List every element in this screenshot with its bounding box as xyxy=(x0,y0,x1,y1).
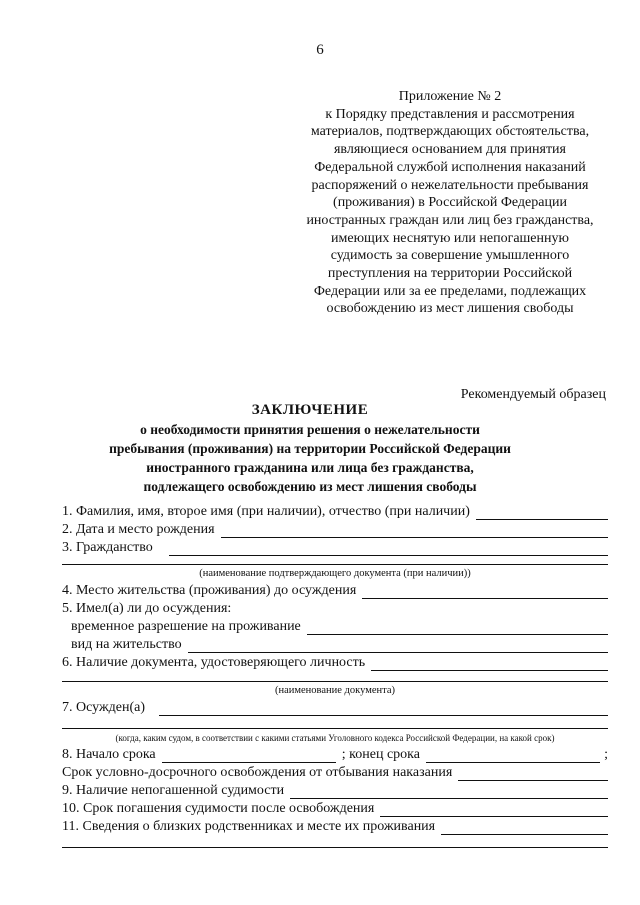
field-identity-document xyxy=(62,653,608,671)
appendix-line: Федерации или за ее пределами, подлежащих xyxy=(313,283,587,299)
field-label: 4. Место жительства (проживания) до осуждения xyxy=(62,583,357,598)
heading-line: иностранного гражданина или лица без гражданства, xyxy=(146,460,474,475)
field-term xyxy=(62,745,608,763)
field-prior-permits xyxy=(62,599,608,617)
field-label: 11. Сведения о близких родственниках и месте их проживания xyxy=(62,819,436,834)
heading-line: о необходимости принятия решения о нежелательности xyxy=(140,422,480,437)
caption-court: (когда, каким судом, в соответствии с какими статьями Уголовного кодекса Российской Федерации, на какой срок) xyxy=(115,733,555,743)
document-title: ЗАКЛЮЧЕНИЕ xyxy=(251,402,369,418)
appendix-line: преступления на территории Российской xyxy=(327,266,573,282)
field-full-name xyxy=(62,502,608,520)
relatives-line[interactable] xyxy=(441,821,608,835)
field-residence-permit xyxy=(62,635,608,653)
field-label: 1. Фамилия, имя, второе имя (при наличии), отчество (при наличии) xyxy=(62,504,470,519)
caption-confirming-document: (наименование подтверждающего документа (при наличии)) xyxy=(199,568,471,579)
field-parole xyxy=(62,763,608,781)
relatives-continuation-line[interactable] xyxy=(62,835,608,848)
appendix-line: распоряжений о нежелательности пребывания xyxy=(311,177,589,193)
term-start-line[interactable] xyxy=(162,749,336,763)
field-convicted xyxy=(62,698,608,716)
field-label: 3. Гражданство xyxy=(62,540,153,555)
field-label: Срок условно-досрочного освобождения от отбывания наказания xyxy=(62,765,453,780)
convicted-continuation-line[interactable] xyxy=(62,716,608,729)
citizenship-continuation-line[interactable] xyxy=(62,556,608,565)
full-name-line[interactable] xyxy=(476,506,608,520)
field-citizenship xyxy=(62,538,608,556)
field-punctuation: ; xyxy=(604,747,608,762)
term-end-line[interactable] xyxy=(426,749,600,763)
identity-document-continuation-line[interactable] xyxy=(62,671,608,682)
record-expiry-line[interactable] xyxy=(380,803,608,817)
residence-permit-line[interactable] xyxy=(188,639,608,653)
heading-line: подлежащего освобождению из мест лишения свободы xyxy=(143,479,477,494)
field-label: 5. Имел(а) ли до осуждения: xyxy=(62,601,232,616)
residence-line[interactable] xyxy=(362,585,608,599)
convicted-line[interactable] xyxy=(159,702,608,716)
appendix-line: материалов, подтверждающих обстоятельства, xyxy=(310,124,590,140)
recommended-sample-label: Рекомендуемый образец xyxy=(460,387,606,402)
field-residence xyxy=(62,581,608,599)
unexpunged-record-line[interactable] xyxy=(290,785,608,799)
field-relatives xyxy=(62,817,608,835)
appendix-line: к Порядку представления и рассмотрения xyxy=(325,106,575,122)
field-label: 2. Дата и место рождения xyxy=(62,522,215,537)
field-label: 6. Наличие документа, удостоверяющего личность xyxy=(62,655,366,670)
identity-document-line[interactable] xyxy=(371,657,608,671)
field-birth xyxy=(62,520,608,538)
heading-line: пребывания (проживания) на территории Российской Федерации xyxy=(109,441,511,456)
field-label: вид на жительство xyxy=(71,637,182,652)
field-temporary-permit xyxy=(62,617,608,635)
appendix-line: иностранных граждан или лиц без гражданства, xyxy=(306,212,594,228)
field-label: 8. Начало срока xyxy=(62,747,156,762)
appendix-line: являющиеся основанием для принятия xyxy=(333,142,566,158)
conclusion-form xyxy=(62,502,608,848)
field-record-expiry xyxy=(62,799,608,817)
field-label: временное разрешение на проживание xyxy=(71,619,301,634)
appendix-line: имеющих неснятую или непогашенную xyxy=(331,230,569,246)
appendix-line: Федеральной службой исполнения наказаний xyxy=(314,159,586,175)
appendix-line: освобождению из мест лишения свободы xyxy=(326,301,574,317)
temporary-permit-line[interactable] xyxy=(307,621,608,635)
field-label: ; конец срока xyxy=(341,747,420,762)
appendix-block xyxy=(290,88,610,318)
field-label: 10. Срок погашения судимости после освобождения xyxy=(62,801,375,816)
appendix-title: Приложение № 2 xyxy=(398,89,502,104)
field-unexpunged-record xyxy=(62,781,608,799)
field-label: 9. Наличие непогашенной судимости xyxy=(62,783,285,798)
page-number: 6 xyxy=(316,42,324,58)
parole-line[interactable] xyxy=(458,767,608,781)
caption-document-name: (наименование документа) xyxy=(274,685,396,696)
citizenship-line[interactable] xyxy=(169,542,608,556)
birth-line[interactable] xyxy=(221,524,608,538)
appendix-line: судимость за совершение умышленного xyxy=(330,248,570,264)
appendix-line: (проживания) в Российской Федерации xyxy=(333,195,567,211)
field-label: 7. Осужден(а) xyxy=(62,700,145,715)
document-heading xyxy=(90,400,530,496)
